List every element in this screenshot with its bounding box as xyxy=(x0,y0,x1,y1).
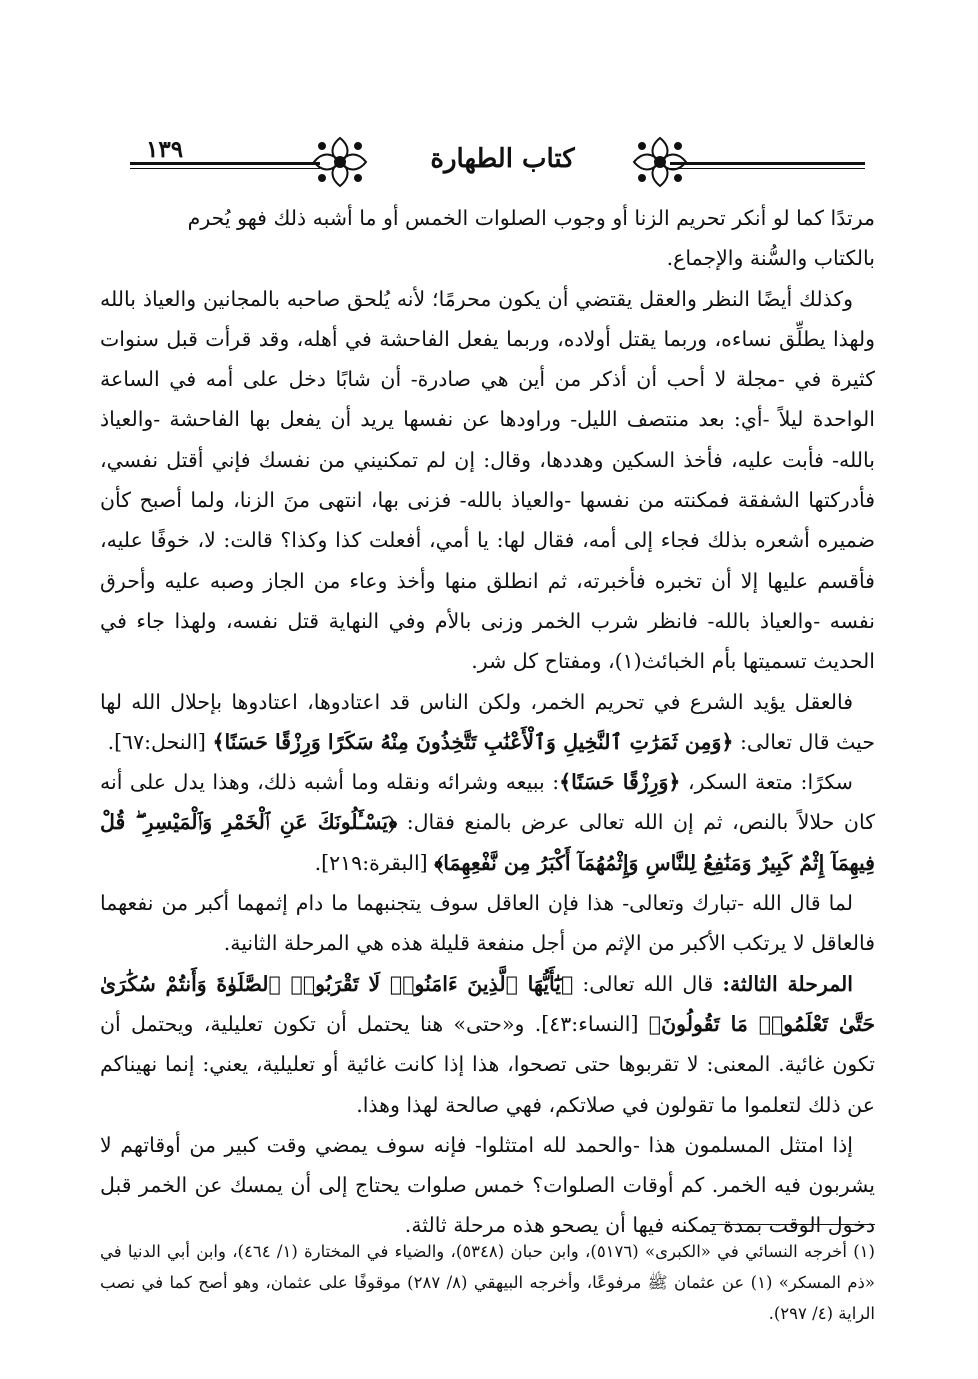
floral-ornament-icon xyxy=(310,134,370,190)
paragraph-7: إذا امتثل المسلمون هذا -والحمد لله امتثلوا- فإنه سوف يمضي وقت كبير من أوقاتهم لا يشربون فيه الخمر. كم أوقات الصلوات؟ خمس صلوات يحتاج إلى أن يمسك عن الخمر قبل دخول الوقت بمدة يمكنه فيها أن يصحو هذه مرحلة ثالثة. xyxy=(100,1132,875,1238)
paragraph-text: فالعقل يؤيد الشرع في تحريم الخمر، ولكن الناس قد اعتادوها، اعتادوها بإحلال الله لها حيث قال تعالى: xyxy=(100,689,875,754)
paragraph-text: : ببيعه وشرائه ونقله وما أشبه ذلك، وهذا يدل على أنه كان حلالاً بالنص، ثم إن الله تعالى عرض بالمنع فقال: xyxy=(100,770,875,835)
section-label: المرحلة الثالثة: xyxy=(722,971,853,996)
header-rule-left xyxy=(130,162,320,165)
paragraph-text: و«حتى» هنا يحتمل أن تكون تعليلية، ويحتمل أن تكون غائية. المعنى: لا تقربوها حتى تصحوا، هذا إذا كانت غائية أو تعليلية، يعني: إنما نهيناكم عن ذلك لتعلموا ما تقولون في صلاتكم، فهي صالحة لهذا وهذا. xyxy=(100,1011,875,1117)
page-number: ١٣٩ xyxy=(146,136,184,163)
verse-reference: [النحل:٦٧]. xyxy=(107,729,206,754)
verse-reference: [البقرة:٢١٩]. xyxy=(314,850,428,875)
paragraph-2: وكذلك أيضًا النظر والعقل يقتضي أن يكون محرمًا؛ لأنه يُلحق صاحبه بالمجانين والعياذ بالله ولهذا يطلِّق نساءه، وربما يقتل أولاده، وربما يفعل الفاحشة في أهله، وقد قرأت قبل سنوات كثيرة في -مجلة لا أحب أن أذكر من أين هي صادرة- أن شابًا دخل على أمه في الساعة الواحدة ليلاً -أي: بعد منتصف الليل- وراودها عن نفسها يريد أن يفعل بها الفاحشة -والعياذ بالله- فأبت عليه، فأخذ السكين وهددها، وقال: إن لم تمكنيني من نفسك فإني أقتل نفسي، فأدركتها الشفقة فمكنته من نفسها -والعياذ بالله- فزنى بها، انتهى منَ الزنا، ولما أصبح كأن ضميره أشعره بذلك فجاء إلى أمه، فقال لها: يا أمي، أفعلت كذا وكذا؟ قالت: لا، خوفًا عليه، فأقسم عليها إلا أن تخبره فأخبرته، ثم انطلق منها وأخذ وعاء من الجاز وصبه عليه وأحرق نفسه -والعياذ بالله- فانظر شرب الخمر وزنى بالأم وفي النهاية قتل نفسه، ولهذا جاء في الحديث تسميتها بأم الخبائث(١)، ومفتاح كل شر. xyxy=(100,286,875,674)
chapter-title: كتاب الطهارة xyxy=(430,144,575,174)
paragraph-5: لما قال الله -تبارك وتعالى- هذا فإن العاقل سوف يتجنبهما ما دام إثمهما أكبر من نفعهما فالعاقل لا يرتكب الأكبر من الإثم من أجل منفعة قليلة هذه هي المرحلة الثانية. xyxy=(100,891,875,956)
text-line: مرتدًا كما لو أنكر تحريم الزنا أو وجوب الصلوات الخمس أو ما أشبه ذلك فهو يُحرم xyxy=(187,206,875,230)
floral-ornament-icon xyxy=(630,134,690,190)
quran-verse: ﴿يَسْـَٔلُونَكَ عَنِ ٱلْخَمْرِ وَٱلْمَيْسِرِ ۖ قُلْ فِيهِمَآ إِثْمٌ كَبِيرٌ وَمَنَٰفِعُ لِلنَّاسِ وَإِثْمُهُمَآ أَكْبَرُ مِن نَّفْعِهِمَا﴾ xyxy=(100,810,875,875)
paragraph-3 xyxy=(100,682,875,763)
header-rule-left-thin xyxy=(130,168,320,169)
quran-verse: ﴿يَٰٓأَيُّهَا ٱلَّذِينَ ءَامَنُوا۟ لَا تَقْرَبُوا۟ ٱلصَّلَوٰةَ وَأَنتُمْ سُكَٰرَىٰ حَتَّىٰ تَعْلَمُوا۟ مَا تَقُولُونَ﴾ xyxy=(100,971,875,1036)
paragraph-text: قال الله تعالى: xyxy=(582,971,714,996)
header-rule-right xyxy=(670,162,865,165)
quran-verse: ﴿وَرِزْقًا حَسَنًا﴾ xyxy=(559,770,681,795)
main-text xyxy=(100,198,875,1246)
paragraph-4 xyxy=(100,762,875,883)
footnote-separator xyxy=(710,1224,875,1225)
footnotes xyxy=(100,1236,875,1329)
page-header xyxy=(130,132,865,192)
paragraph-1 xyxy=(100,198,875,279)
verse-reference: [النساء:٤٣]. xyxy=(534,1011,639,1036)
text-line: بالكتاب والسُّنة والإجماع. xyxy=(666,246,875,271)
quran-verse: ﴿وَمِن ثَمَرَٰتِ ٱلنَّخِيلِ وَٱلْأَعْنَٰبِ تَتَّخِذُونَ مِنْهُ سَكَرًا وَرِزْقًا حَسَنًا﴾ xyxy=(212,729,734,754)
header-rule-right-thin xyxy=(670,168,865,169)
footnote-1: (١) أخرجه النسائي في «الكبرى» (٥١٧٦)، وابن حبان (٥٣٤٨)، والضياء في المختارة (١/ ٤٦٤)، وابن أبي الدنيا في «ذم المسكر» (١) عن عثمان ﷺ مرفوعًا، وأخرجه البيهقي (٨/ ٢٨٧) موقوفًا على عثمان، وهو أصح كما في نصب الراية (٤/ ٢٩٧). xyxy=(100,1242,875,1323)
paragraph-6 xyxy=(100,964,875,1125)
paragraph-text: سكرًا: متعة السكر، xyxy=(687,770,853,795)
